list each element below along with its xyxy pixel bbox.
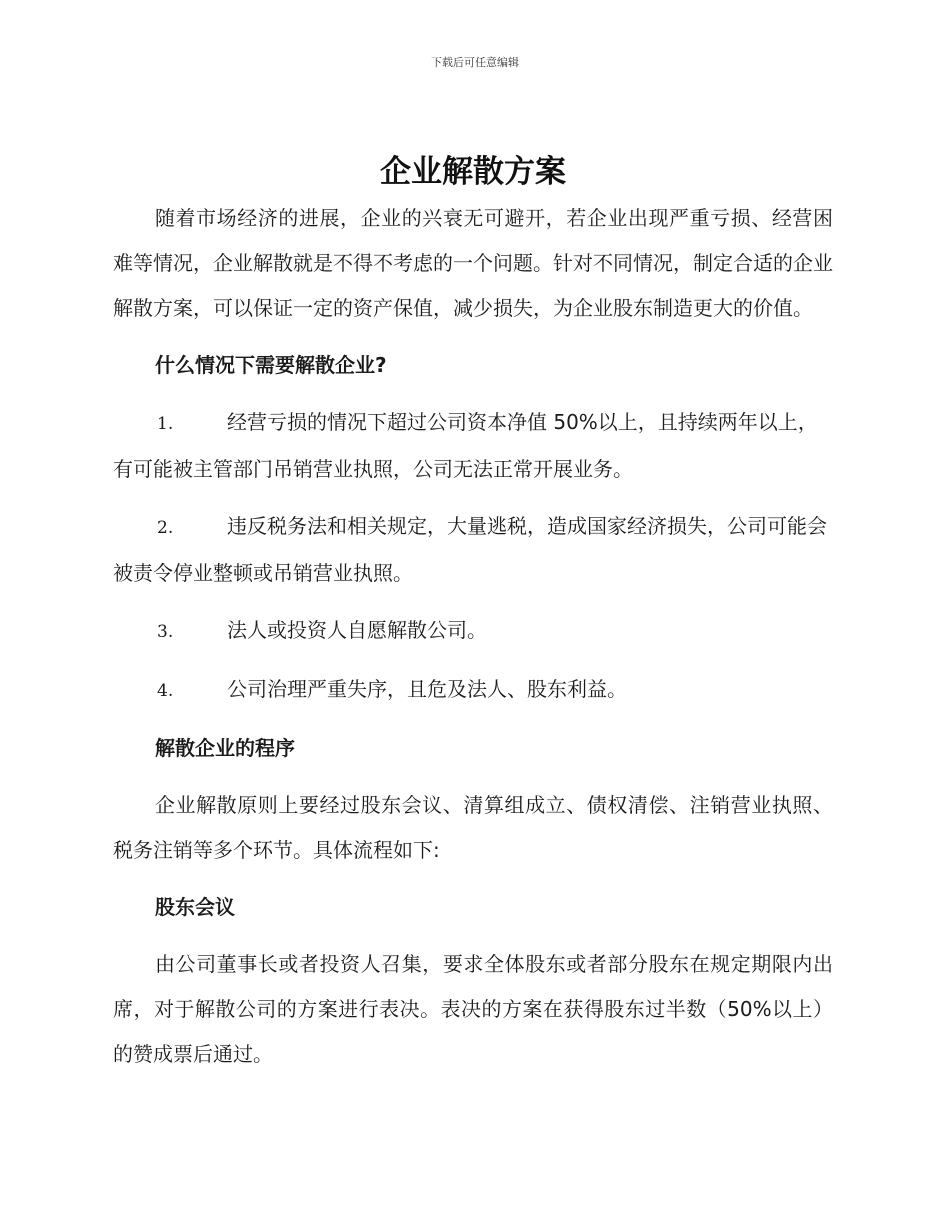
list-item: [113, 504, 833, 596]
list-text: 法人或投资人自愿解散公司。: [227, 618, 487, 642]
list-item: [113, 400, 833, 492]
list-item: [113, 608, 833, 655]
list-number: 1.: [157, 414, 174, 434]
list-item: [113, 667, 833, 714]
list-text: 公司治理严重失序，且危及法人、股东利益。: [227, 677, 627, 701]
procedure-paragraph: 企业解散原则上要经过股东会议、清算组成立、债权清偿、注销营业执照、税务注销等多个环节。具体流程如下:: [113, 793, 833, 862]
section-heading-shareholder-meeting: 股东会议: [155, 895, 235, 919]
intro-paragraph: 随着市场经济的进展，企业的兴衰无可避开，若企业出现严重亏损、经营困难等情况，企业解散就是不得不考虑的一个问题。针对不同情况，制定合适的企业解散方案，可以保证一定的资产保值，减少损失，为企业股东制造更大的价值。: [113, 206, 833, 320]
list-text: 经营亏损的情况下超过公司资本净值 50%以上，且持续两年以上，有可能被主管部门吊销营业执照，公司无法正常开展业务。: [113, 410, 818, 481]
section-heading-procedure: 解散企业的程序: [155, 736, 295, 760]
list-number: 3.: [157, 622, 174, 642]
list-text: 违反税务法和相关规定，大量逃税，造成国家经济损失，公司可能会被责令停业整顿或吊销营业执照。: [113, 514, 827, 585]
header-note: 下载后可任意编辑: [431, 56, 519, 69]
document-page: [113, 148, 833, 1077]
shareholder-meeting-paragraph: 由公司董事长或者投资人召集，要求全体股东或者部分股东在规定期限内出席，对于解散公司的方案进行表决。表决的方案在获得股东过半数（50%以上）的赞成票后通过。: [113, 952, 833, 1066]
document-title: 企业解散方案: [380, 154, 566, 190]
list-number: 2.: [157, 518, 174, 538]
list-number: 4.: [157, 681, 174, 701]
section-heading-when: 什么情况下需要解散企业?: [155, 353, 387, 377]
